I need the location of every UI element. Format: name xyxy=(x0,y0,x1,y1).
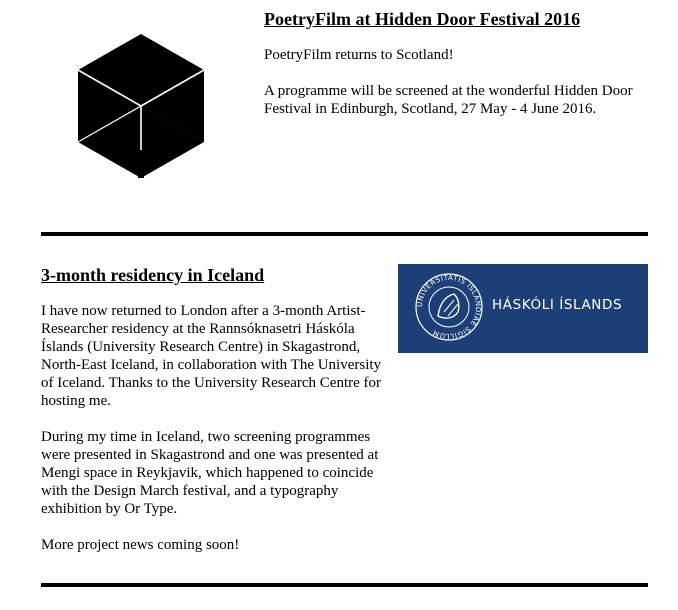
festival-title[interactable]: PoetryFilm at Hidden Door Festival 2016 xyxy=(264,9,581,29)
university-seal-icon xyxy=(414,272,484,342)
haskoli-islands-logo xyxy=(398,264,648,353)
festival-paragraph-2: A programme will be screened at the wonderful Hidden Door Festival in Edinburgh, Scotland, 27 May - 4 June 2016. xyxy=(264,83,633,117)
residency-section xyxy=(0,232,678,587)
hidden-door-cube-logo xyxy=(76,32,206,180)
seal-text: UNIVERSITATIS ISLANDIAE SIGILLUM xyxy=(415,273,483,341)
university-name: HÁSKÓLI ÍSLANDS xyxy=(492,297,623,313)
residency-title[interactable]: 3-month residency in Iceland xyxy=(41,265,265,285)
festival-text xyxy=(264,8,654,136)
section-divider-bottom xyxy=(41,583,648,587)
residency-text xyxy=(41,264,386,572)
residency-paragraph-1: I have now returned to London after a 3-month Artist-Researcher residency at the Rannsóknasetri Háskóla Íslands (University Research Centre) in Skagastrond, North-East Iceland, in collaboration with The University of Iceland. Thanks to the University Research Centre for hosting me. xyxy=(41,303,382,409)
residency-paragraph-2: During my time in Iceland, two screening programmes were presented in Skagastrond and one was presented at Mengi space in Reykjavik, which happened to coincide with the Design March festival, and a typography exhibition by Or Type. xyxy=(41,429,379,517)
festival-section xyxy=(0,0,678,232)
residency-paragraph-3: More project news coming soon! xyxy=(41,537,240,553)
festival-paragraph-1: PoetryFilm returns to Scotland! xyxy=(264,47,454,63)
